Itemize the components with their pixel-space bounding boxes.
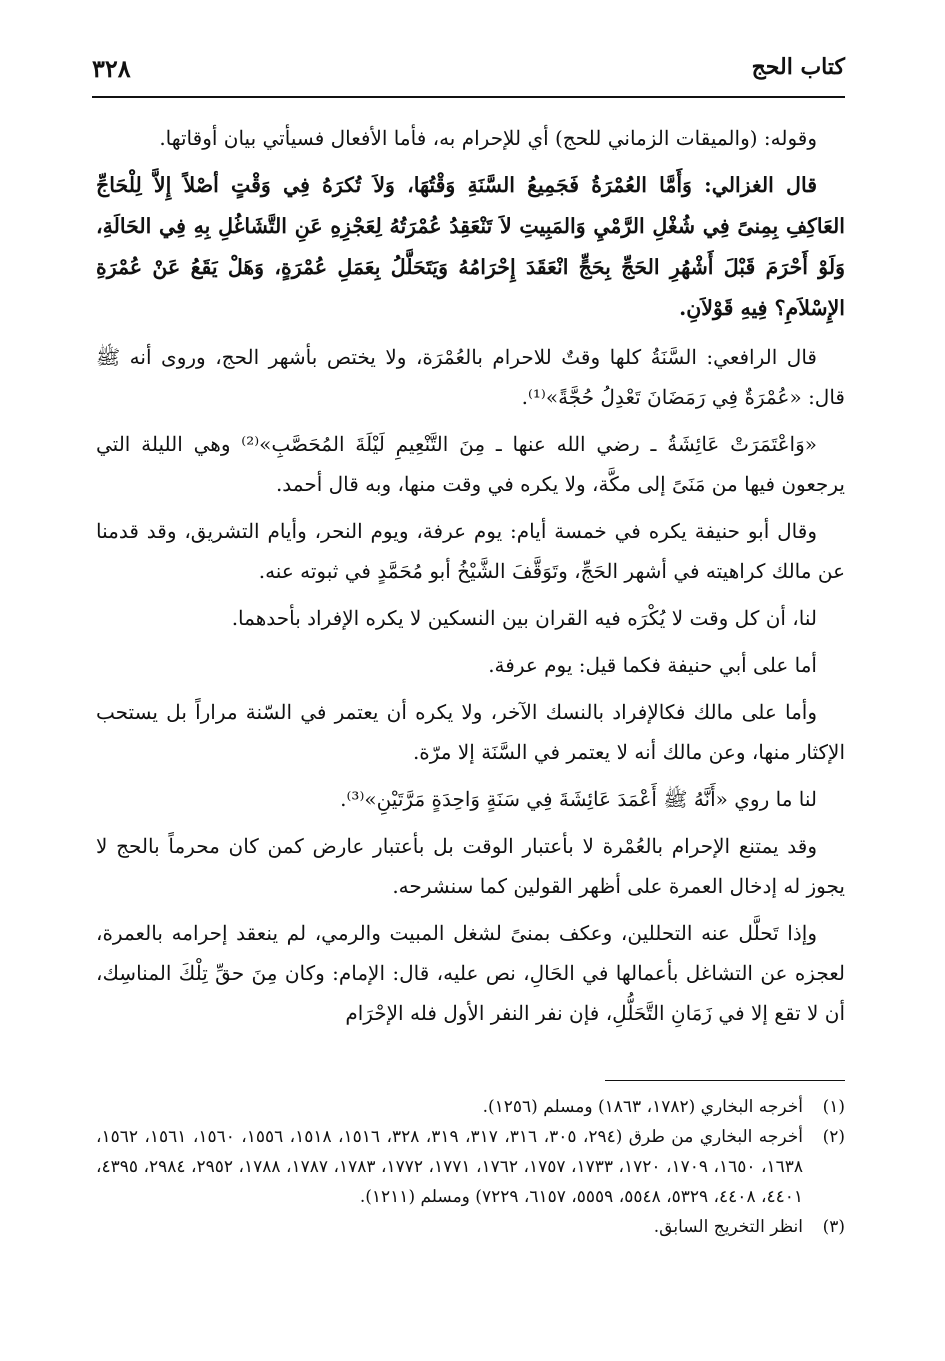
footnote-text: انظر التخريج السابق. <box>653 1217 803 1237</box>
paragraph: قال الرافعي: السَّنَةُ كلها وقتٌ للاحرام بالعُمْرَة، ولا يختص بأشهر الحج، وروى أنه ﷺ قال: «عُمْرَةٌ فِي رَمَضَانَ تَعْدِلُ حُجَّةً»⁽¹⁾. <box>96 345 845 409</box>
footnote-number: (٣) <box>822 1217 845 1237</box>
footnote-text: أخرجه البخاري من طرق (٢٩٤، ٣٠٥، ٣١٦، ٣١٧، ٣١٩، ٣٢٨، ١٥١٦، ١٥١٨، ١٥٥٦، ١٥٦٠، ١٥٦١، ١٥٦٢، ١٦٣٨، ١٦٥٠، ١٧٠٩، ١٧٢٠، ١٧٣٣، ١٧٥٧، ١٧٦٢، ١٧٧١، ١٧٧٢، ١٧٨٣، ١٧٨٧، ١٧٨٨، ٢٩٥٢، ٢٩٨٤، ٤٣٩٥، ٤٤٠١، ٤٤٠٨، ٥٣٢٩، ٥٥٤٨، ٥٥٥٩، ٦١٥٧، ٧٢٢٩) ومسلم (١٢١١). <box>96 1127 804 1207</box>
paragraph: أما على أبي حنيفة فكما قيل: يوم عرفة. <box>488 653 817 677</box>
footnote <box>96 1092 845 1122</box>
footnotes <box>96 1092 845 1242</box>
footnote-separator <box>605 1080 845 1081</box>
paragraph: وقال أبو حنيفة يكره في خمسة أيام: يوم عرفة، ويوم النحر، وأيام التشريق، وقد قدمنا عن مالك كراهيته في أشهر الحَجِّ، وتَوَقَّفَ الشَّيْخُ أبو مُحَمَّدٍ في ثبوته عنه. <box>96 519 845 583</box>
paragraph: «وَاعْتَمَرَتْ عَائِشَةُ ـ رضي الله عنها ـ مِنَ التَّنْعِيمِ لَيْلَةَ المُحَصَّبِ»⁽²⁾ وهي الليلة التي يرجعون فيها من مَنَىً إلى مكَّة، ولا يكره في وقت منها، وبه قال أحمد. <box>96 432 845 496</box>
paragraph: لنا ما روي «أَنَّهُ ﷺ أَعْمَدَ عَائِشَةَ فِي سَنَةٍ وَاحِدَةٍ مَرَّتَيْنِ»⁽³⁾. <box>340 787 817 811</box>
paragraph: لنا، أن كل وقت لا يُكْرَه فيه القران بين النسكين لا يكره الإفراد بأحدهما. <box>231 606 817 630</box>
footnote <box>96 1212 845 1242</box>
footnote <box>96 1122 845 1212</box>
paragraph: وإذا تَحلَّل عنه التحللين، وعكف بمنىً لشغل المبيت والرمي، لم ينعقد إحرامه بالعمرة، لعجزه عن التشاغل بأعمالها في الحَالِ، نص عليه، قال: الإمام: وكان مِنَ حقِّ تِلْكَ المناسِك، أن لا تقع إلا في زَمَانِ التَّحَلُّلِ، فإن نفر النفر الأول فله الإحْرَام <box>96 921 845 1025</box>
paragraph: وأما على مالك فكالإفراد بالنسك الآخر، ولا يكره أن يعتمر في السّنة مراراً بل يستحب الإكثار منها، وعن مالك أنه لا يعتمر في السَّنَة إلا مرّة. <box>96 700 845 764</box>
page-number: ٣٢٨ <box>92 54 131 83</box>
paragraph: وقوله: (والميقات الزماني للحج) أي للإحرام به، فأما الأفعال فسيأتي بيان أوقاتها. <box>159 126 817 150</box>
footnote-number: (١) <box>822 1097 845 1117</box>
running-header <box>92 50 845 98</box>
footnote-number: (٢) <box>822 1127 845 1147</box>
footnote-text: أخرجه البخاري (١٧٨٢، ١٨٦٣) ومسلم (١٢٥٦). <box>482 1097 803 1117</box>
main-text <box>96 118 845 1040</box>
matn-paragraph: قال الغزالي: وَأَمَّا العُمْرَةُ فَجَمِيعُ السَّنَةِ وَقْتُهَا، وَلاَ تُكرَهُ فِي وَقْتٍ أصْلاً إِلاَّ لِلْحَاجِّ العَاكِفِ بِمِنىً فِي شُغْلِ الرَّمْيِ وَالمَبِيتِ لاَ تَنْعَقِدُ عُمْرَتُهُ لِعَجْزِهِ عَنِ التَّشَاغُلِ بِهِ فِي الحَالَةِ، وَلَوْ أَحْرَمَ قَبْلَ أَشْهُرِ الحَجِّ بِحَجٍّ انْعَقَدَ إِحْرَامُهُ وَيَتَحَلَّلُ بِعَمَلِ عُمْرَةٍ، وَهَلْ يَقَعُ عَنْ عُمْرَةِ الإِسْلاَمِ؟ فِيهِ قَوْلاَنِ. <box>96 173 845 320</box>
paragraph: وقد يمتنع الإحرام بالعُمْرة لا بأعتبار الوقت بل بأعتبار عارض كمن كان محرماً بالحج لا يجوز له إدخال العمرة على أظهر القولين كما سنشرحه. <box>96 834 845 898</box>
book-title: كتاب الحج <box>751 54 845 80</box>
